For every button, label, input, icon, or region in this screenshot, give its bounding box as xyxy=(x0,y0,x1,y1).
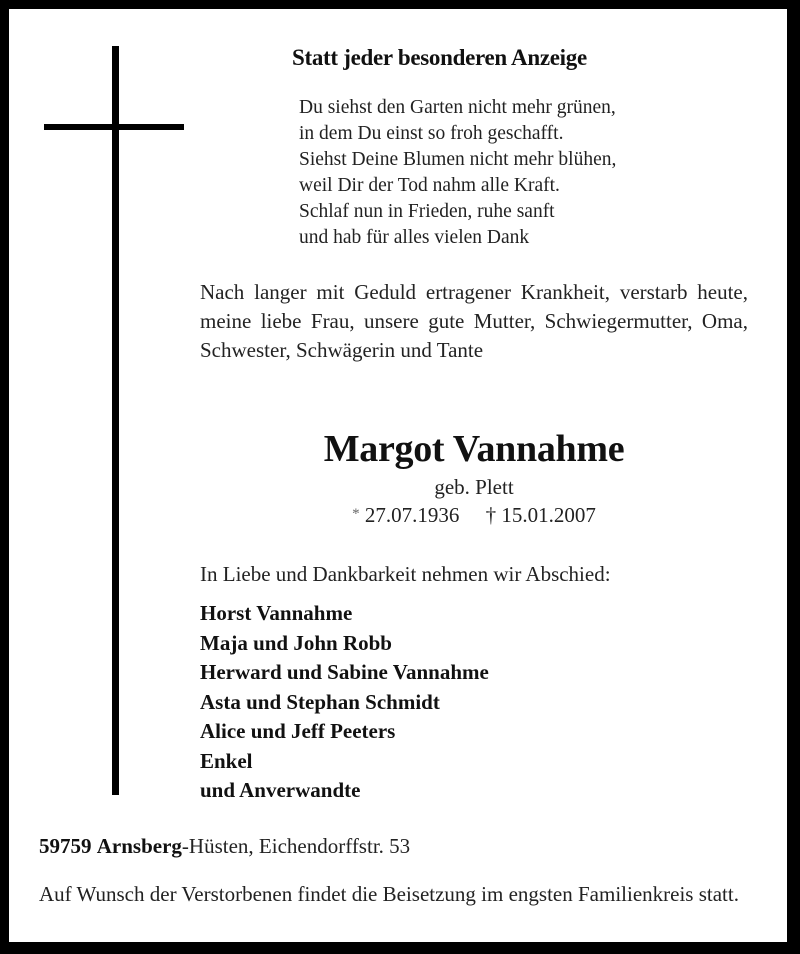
poem xyxy=(299,95,616,251)
poem-line: und hab für alles vielen Dank xyxy=(299,227,530,248)
mourner: Enkel xyxy=(200,748,253,773)
funeral-note: Auf Wunsch der Verstorbenen findet die Beisetzung im engsten Familienkreis statt. xyxy=(39,882,739,906)
poem-line: weil Dir der Tod nahm alle Kraft. xyxy=(299,175,560,196)
address xyxy=(39,834,410,859)
farewell-text: In Liebe und Dankbarkeit nehmen wir Abschied: xyxy=(200,562,611,586)
cross-icon-horizontal-bar xyxy=(44,124,184,130)
death-cross-icon: † xyxy=(485,503,497,527)
street: -Hüsten, Eichendorffstr. 53 xyxy=(181,834,411,858)
mourners-list xyxy=(200,599,489,806)
mourner: Maja und John Robb xyxy=(200,630,392,655)
mourner: Herward und Sabine Vannahme xyxy=(200,660,489,684)
mourner: Horst Vannahme xyxy=(200,601,353,625)
obituary-heading: Statt jeder besonderen Anzeige xyxy=(292,45,587,70)
mourner: und Anverwandte xyxy=(200,778,361,802)
death-announcement: Nach langer mit Geduld ertragener Krankheit, verstarb heute, meine liebe Frau, unsere gute Mutter, Schwiegermutter, Oma, Schwester, Schwägerin und Tante xyxy=(200,280,748,362)
mourner: Alice und Jeff Peeters xyxy=(200,719,396,743)
city: Arnsberg xyxy=(96,834,182,858)
postal-code: 59759 xyxy=(39,834,92,858)
life-dates xyxy=(200,503,748,528)
poem-line: Schlaf nun in Frieden, ruhe sanft xyxy=(299,201,555,222)
poem-line: Du siehst den Garten nicht mehr grünen, xyxy=(299,97,616,118)
poem-line: Siehst Deine Blumen nicht mehr blühen, xyxy=(299,149,617,170)
birth-symbol: * xyxy=(352,506,360,522)
deceased-birth-name: geb. Plett xyxy=(434,475,514,499)
deceased-name: Margot Vannahme xyxy=(323,428,625,470)
death-date: 15.01.2007 xyxy=(501,503,596,527)
cross-icon-vertical-bar xyxy=(112,46,119,795)
poem-line: in dem Du einst so froh geschafft. xyxy=(299,123,564,144)
obituary-frame xyxy=(9,9,787,942)
birth-date: 27.07.1936 xyxy=(364,503,460,527)
mourner: Asta und Stephan Schmidt xyxy=(200,689,440,714)
